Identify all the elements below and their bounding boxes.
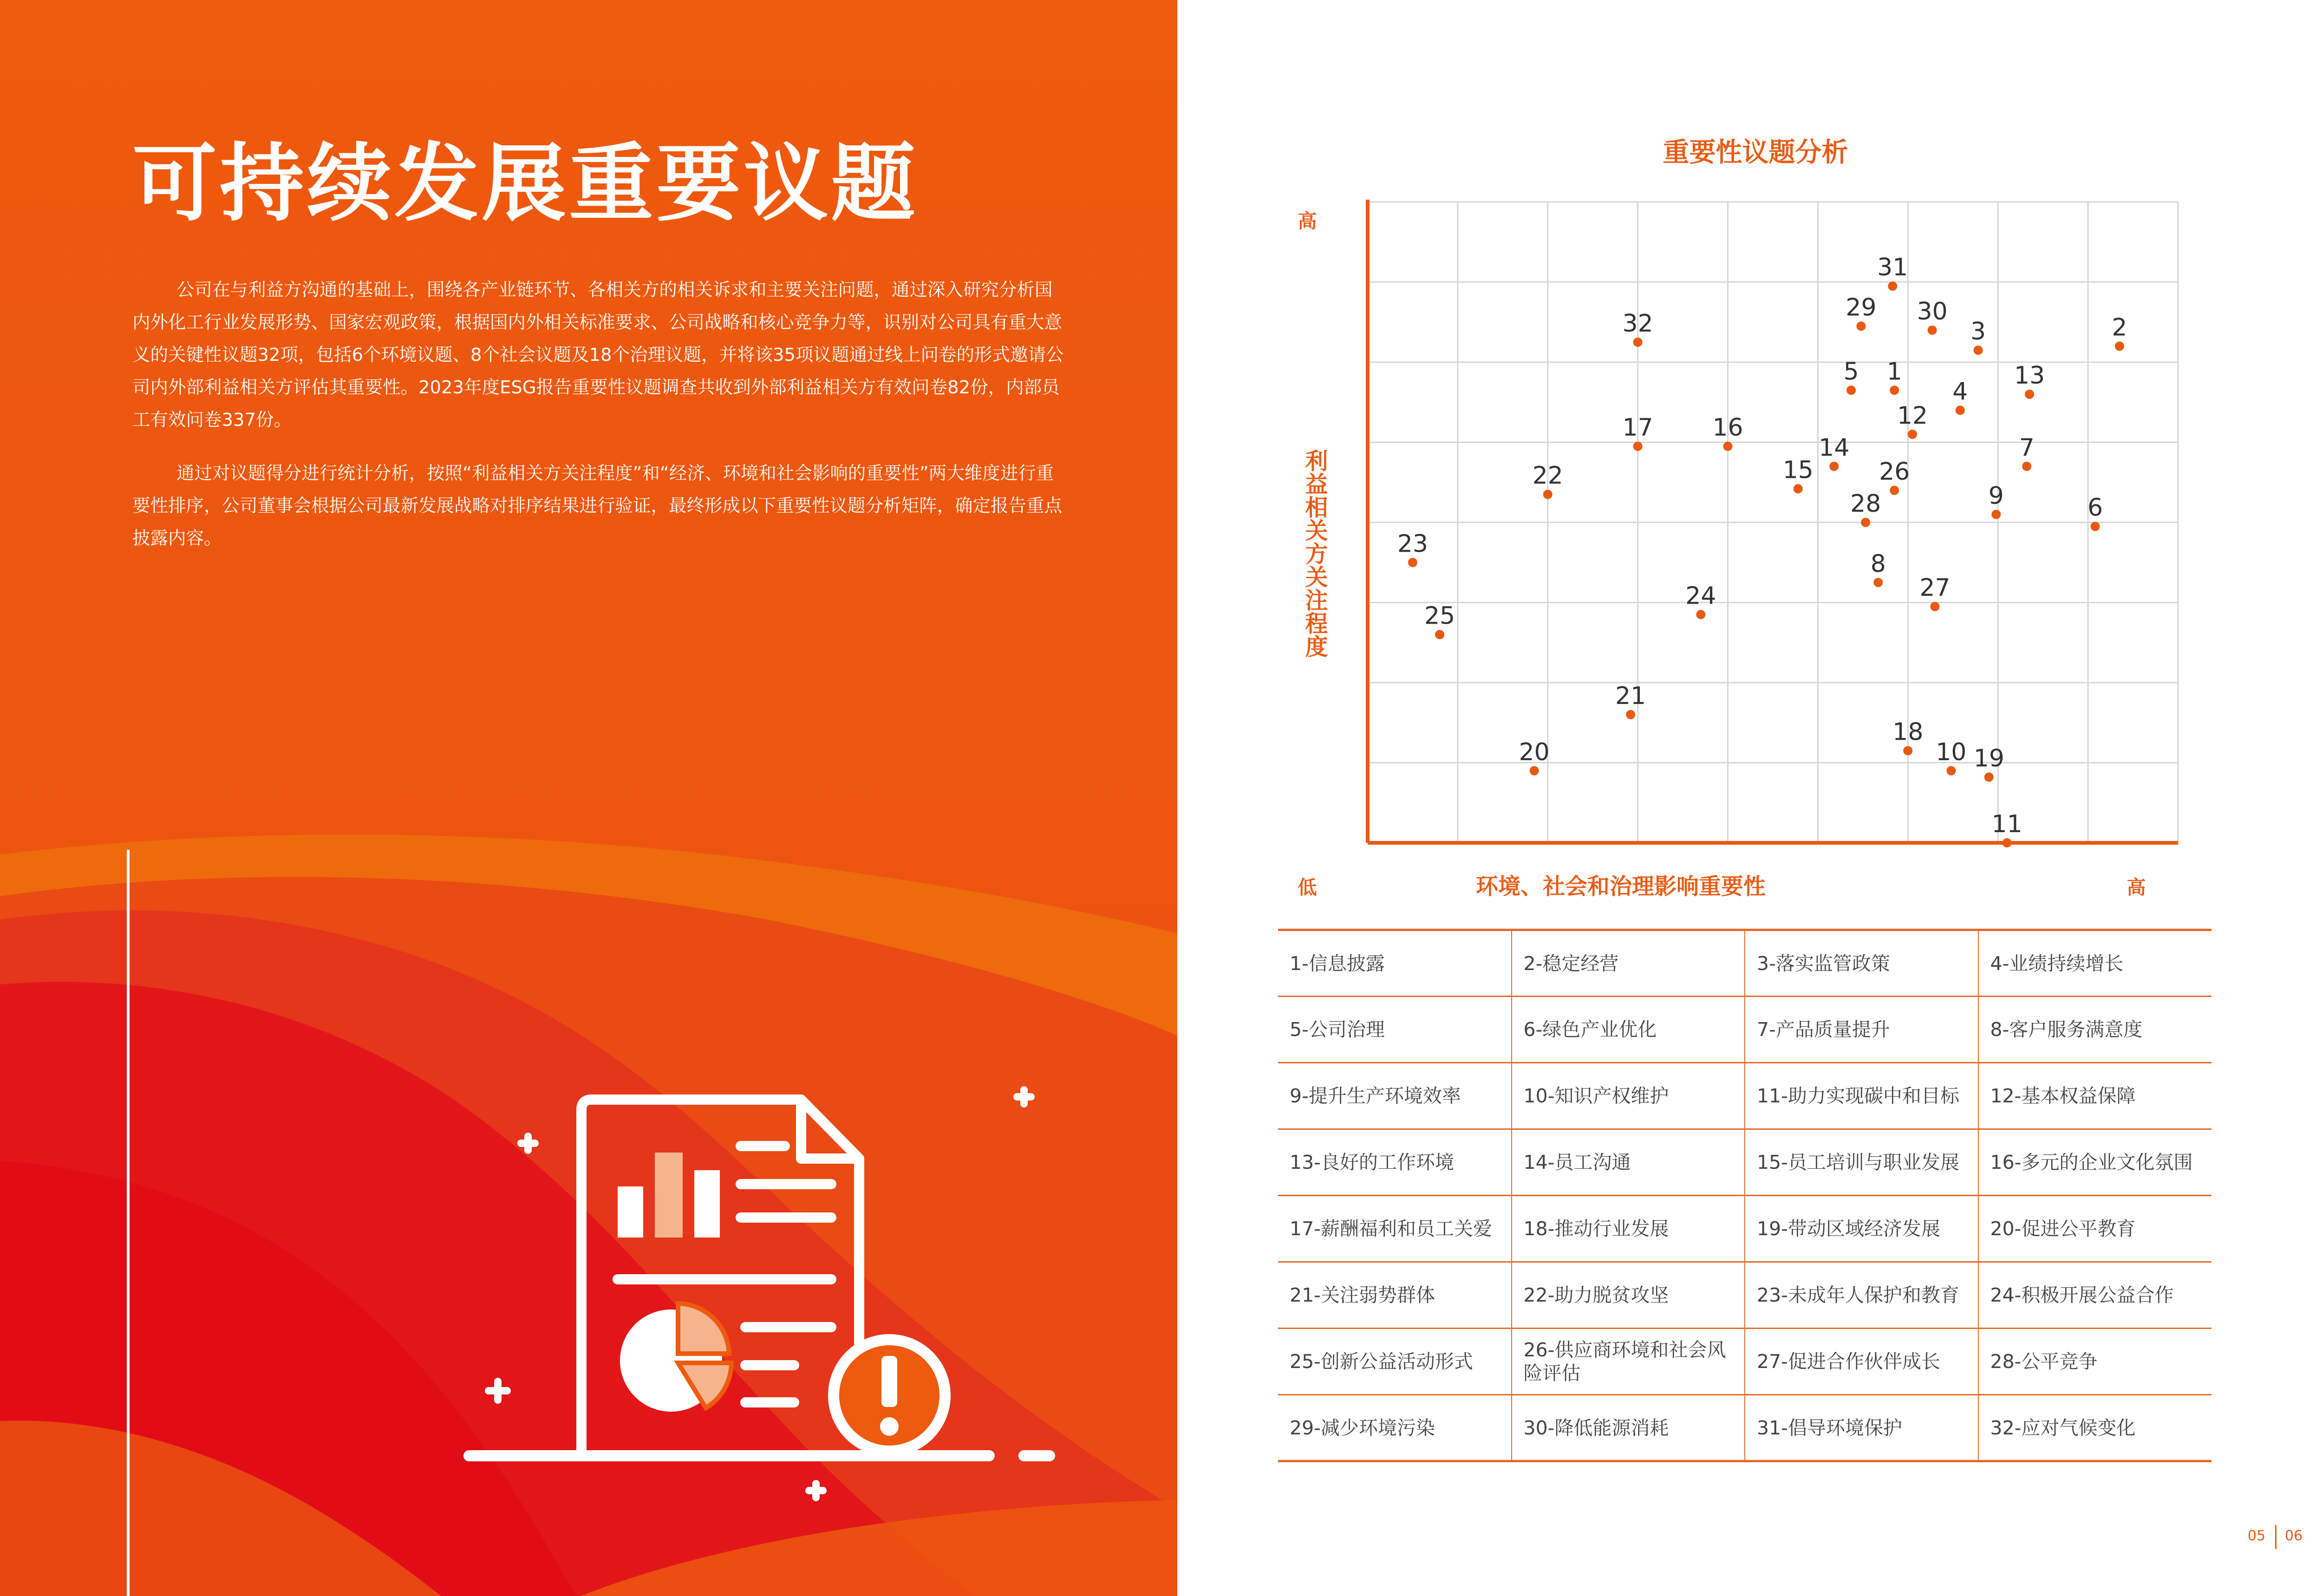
legend-cell: [1978, 930, 2212, 997]
chart-grid: [1368, 202, 2178, 843]
legend-row: [1278, 1329, 2211, 1395]
point-label-30: 30: [1917, 298, 1948, 326]
legend-cell: [1512, 1196, 1745, 1262]
legend-cell: [1278, 1262, 1512, 1329]
legend-row: [1278, 1196, 2211, 1262]
point-label-16: 16: [1712, 414, 1743, 442]
legend-cell: [1278, 1063, 1512, 1129]
point-label-27: 27: [1919, 574, 1950, 602]
legend-cell-text: 16-多元的企业文化氛围: [1990, 1151, 2193, 1173]
legend-cell-text: 4-业绩持续增长: [1990, 952, 2124, 975]
point-7: [2022, 462, 2031, 471]
sparkle-icon: [521, 1136, 535, 1150]
legend-cell-text: 28-公平竞争: [1990, 1350, 2098, 1373]
point-label-26: 26: [1879, 458, 1910, 486]
legend-cell-text: 23-未成年人保护和教育: [1757, 1284, 1959, 1306]
page-number-divider: [2275, 1525, 2276, 1549]
x-axis-title: 环境、社会和治理影响重要性: [1475, 873, 1766, 899]
intro-paragraph: 公司在与利益方沟通的基础上，围绕各产业链环节、各相关方的相关诉求和主要关注问题，通过深入研究分析国内外化工行业发展形势、国家宏观政策，根据国内外相关标准要求、公司战略和核心竞争力等，识别对公司具有重大意义的关键性议题32项，包括6个环境议题、8个社会议题及18个治理议题，并将该35项议题通过线上问卷的形式邀请公司内外部利益相关方评估其重要性。2023年度ESG报告重要性议题调查共收到外部利益相关方有效问卷82份，内部员工有效问卷337份。: [132, 280, 1064, 430]
point-16: [1723, 442, 1733, 451]
point-2: [2115, 342, 2124, 351]
sparkle-icon: [809, 1484, 823, 1498]
legend-cell-text: 18-推动行业发展: [1523, 1218, 1669, 1240]
legend-cell: [1978, 1262, 2212, 1329]
point-14: [1829, 462, 1839, 471]
legend-cell-text: 21-关注弱势群体: [1290, 1284, 1435, 1306]
point-17: [1633, 442, 1643, 451]
legend-cell: [1745, 1196, 1978, 1262]
legend-cell: [1978, 1129, 2212, 1196]
legend-cell-text: 8-客户服务满意度: [1990, 1018, 2143, 1041]
legend-cell-text: 19-带动区域经济发展: [1757, 1218, 1940, 1240]
legend-cell-text: 1-信息披露: [1290, 952, 1385, 975]
legend-cell-text: 7-产品质量提升: [1757, 1018, 1890, 1041]
point-label-19: 19: [1973, 744, 2004, 773]
point-label-29: 29: [1846, 293, 1877, 322]
x-axis-high-label: 高: [2126, 876, 2146, 899]
legend-cell: [1278, 997, 1512, 1063]
point-20: [1530, 766, 1539, 775]
legend-cell-text: 9-提升生产环境效率: [1290, 1085, 1461, 1107]
point-label-18: 18: [1892, 718, 1924, 746]
legend-cell-text: 2-稳定经营: [1523, 952, 1619, 975]
legend-cell-text: 15-员工培训与职业发展: [1757, 1151, 1959, 1173]
point-1: [1890, 385, 1899, 395]
legend-row: [1278, 997, 2211, 1063]
point-25: [1435, 630, 1444, 639]
legend-cell: [1978, 1063, 2212, 1129]
chart-points: [1397, 254, 2127, 847]
legend-row: [1278, 1063, 2211, 1129]
chart-axes: [1368, 200, 2178, 843]
point-label-31: 31: [1877, 254, 1908, 282]
point-label-8: 8: [1870, 550, 1886, 578]
legend-cell-text: 29-减少环境污染: [1290, 1416, 1435, 1439]
point-10: [1946, 766, 1956, 775]
point-label-4: 4: [1952, 378, 1968, 406]
vertical-divider: [127, 850, 130, 1596]
report-document-icon: [460, 1073, 1082, 1514]
legend-cell: [1278, 930, 1512, 997]
legend-cell-text: 27-促进合作伙伴成长: [1757, 1350, 1940, 1373]
point-label-20: 20: [1519, 738, 1550, 766]
point-15: [1794, 484, 1803, 494]
legend-cell: [1978, 1395, 2212, 1461]
legend-cell: [1278, 1129, 1512, 1196]
legend-cell-text: 20-促进公平教育: [1990, 1218, 2136, 1240]
legend-cell: [1512, 1063, 1745, 1129]
issue-legend-table: [1278, 929, 2211, 1462]
point-5: [1846, 385, 1856, 395]
legend-cell-text: 3-落实监管政策: [1757, 952, 1890, 975]
legend-cell: [1512, 1395, 1745, 1461]
point-label-25: 25: [1424, 602, 1455, 630]
point-label-17: 17: [1622, 414, 1653, 442]
legend-cell: [1978, 997, 2212, 1063]
legend-cell: [1512, 1329, 1745, 1395]
legend-cell: [1512, 930, 1745, 997]
intro-paragraph: 通过对议题得分进行统计分析，按照“利益相关方关注程度”和“经济、环境和社会影响的重要性”两大维度进行重要性排序，公司董事会根据公司最新发展战略对排序结果进行验证，最终形成以下重要性议题分析矩阵，确定报告重点披露内容。: [132, 463, 1063, 549]
point-label-15: 15: [1782, 456, 1813, 484]
legend-cell: [1278, 1196, 1512, 1262]
point-24: [1696, 610, 1705, 619]
legend-cell: [1745, 930, 1978, 997]
alert-icon: [834, 1340, 945, 1451]
point-label-5: 5: [1843, 358, 1859, 386]
legend-cell-text: 5-公司治理: [1290, 1018, 1385, 1041]
legend-cell: [1512, 997, 1745, 1063]
x-axis-low-label: 低: [1298, 876, 1317, 899]
sparkle-icon: [489, 1381, 507, 1400]
point-label-9: 9: [1988, 482, 2004, 510]
legend-cell: [1745, 1329, 1978, 1395]
point-label-28: 28: [1850, 490, 1881, 518]
legend-cell: [1978, 1196, 2212, 1262]
point-27: [1931, 602, 1940, 611]
chart-title: 重要性议题分析: [1663, 137, 1848, 168]
page-title: 可持续发展重要议题: [132, 134, 918, 233]
point-12: [1908, 430, 1917, 439]
legend-cell-text: 11-助力实现碳中和目标: [1757, 1085, 1959, 1107]
legend-cell-text: 31-倡导环境保护: [1757, 1416, 1902, 1439]
legend-cell-text: 26-供应商环境和社会风险评估: [1523, 1339, 1726, 1384]
legend-cell-text: 10-知识产权维护: [1523, 1085, 1669, 1107]
page-number-left: 05: [2248, 1528, 2266, 1544]
point-18: [1903, 746, 1912, 756]
point-label-24: 24: [1685, 582, 1716, 610]
point-9: [1991, 510, 2001, 519]
point-label-13: 13: [2014, 362, 2045, 390]
sparkle-icon: [1017, 1090, 1031, 1104]
point-11: [2002, 838, 2012, 847]
legend-cell-text: 22-助力脱贫攻坚: [1523, 1284, 1669, 1306]
point-label-10: 10: [1936, 738, 1967, 766]
y-axis-title: 利益相关方关注程度: [1305, 448, 1328, 660]
legend-cell-text: 32-应对气候变化: [1990, 1416, 2136, 1439]
legend-cell: [1745, 1262, 1978, 1329]
point-label-32: 32: [1622, 309, 1653, 338]
legend-cell-text: 30-降低能源消耗: [1523, 1416, 1669, 1439]
point-3: [1974, 345, 1983, 355]
page-number-right: 06: [2285, 1528, 2303, 1544]
legend-cell: [1978, 1329, 2212, 1395]
legend-row: [1278, 1395, 2211, 1461]
point-label-22: 22: [1532, 462, 1563, 490]
legend-cell: [1745, 1063, 1978, 1129]
point-30: [1928, 326, 1937, 335]
point-label-1: 1: [1886, 358, 1902, 386]
point-19: [1984, 773, 1994, 782]
point-23: [1408, 558, 1417, 567]
point-8: [1873, 578, 1883, 587]
point-32: [1633, 338, 1643, 347]
legend-cell-text: 13-良好的工作环境: [1290, 1151, 1454, 1173]
legend-cell: [1745, 1395, 1978, 1461]
legend-cell-text: 17-薪酬福利和员工关爱: [1290, 1218, 1492, 1240]
legend-cell: [1745, 1129, 1978, 1196]
point-label-2: 2: [2112, 313, 2127, 342]
point-6: [2091, 522, 2100, 531]
point-label-11: 11: [1991, 810, 2022, 838]
legend-cell-text: 25-创新公益活动形式: [1290, 1350, 1473, 1373]
legend-cell: [1745, 997, 1978, 1063]
y-axis-high-label: 高: [1298, 210, 1317, 232]
point-21: [1626, 710, 1635, 719]
point-22: [1543, 490, 1552, 499]
point-label-7: 7: [2019, 434, 2035, 462]
legend-cell: [1512, 1262, 1745, 1329]
point-31: [1888, 281, 1897, 291]
legend-cell: [1278, 1395, 1512, 1461]
legend-row: [1278, 930, 2211, 997]
legend-cell-text: 24-积极开展公益合作: [1990, 1284, 2174, 1306]
legend-row: [1278, 1262, 2211, 1329]
point-28: [1861, 518, 1870, 527]
legend-cell: [1512, 1129, 1745, 1196]
point-13: [2025, 390, 2034, 399]
legend-cell-text: 6-绿色产业优化: [1523, 1018, 1657, 1041]
point-label-23: 23: [1397, 530, 1428, 558]
legend-cell-text: 14-员工沟通: [1523, 1151, 1631, 1173]
point-26: [1890, 486, 1899, 495]
legend-cell-text: 12-基本权益保障: [1990, 1085, 2136, 1107]
point-label-21: 21: [1615, 682, 1646, 710]
legend-cell: [1278, 1329, 1512, 1395]
point-label-3: 3: [1970, 318, 1986, 346]
point-29: [1857, 321, 1866, 331]
point-label-14: 14: [1819, 434, 1850, 462]
point-4: [1956, 406, 1965, 415]
legend-row: [1278, 1129, 2211, 1196]
point-label-6: 6: [2087, 494, 2103, 522]
point-label-12: 12: [1897, 402, 1928, 430]
materiality-matrix-chart: [1282, 186, 2238, 924]
